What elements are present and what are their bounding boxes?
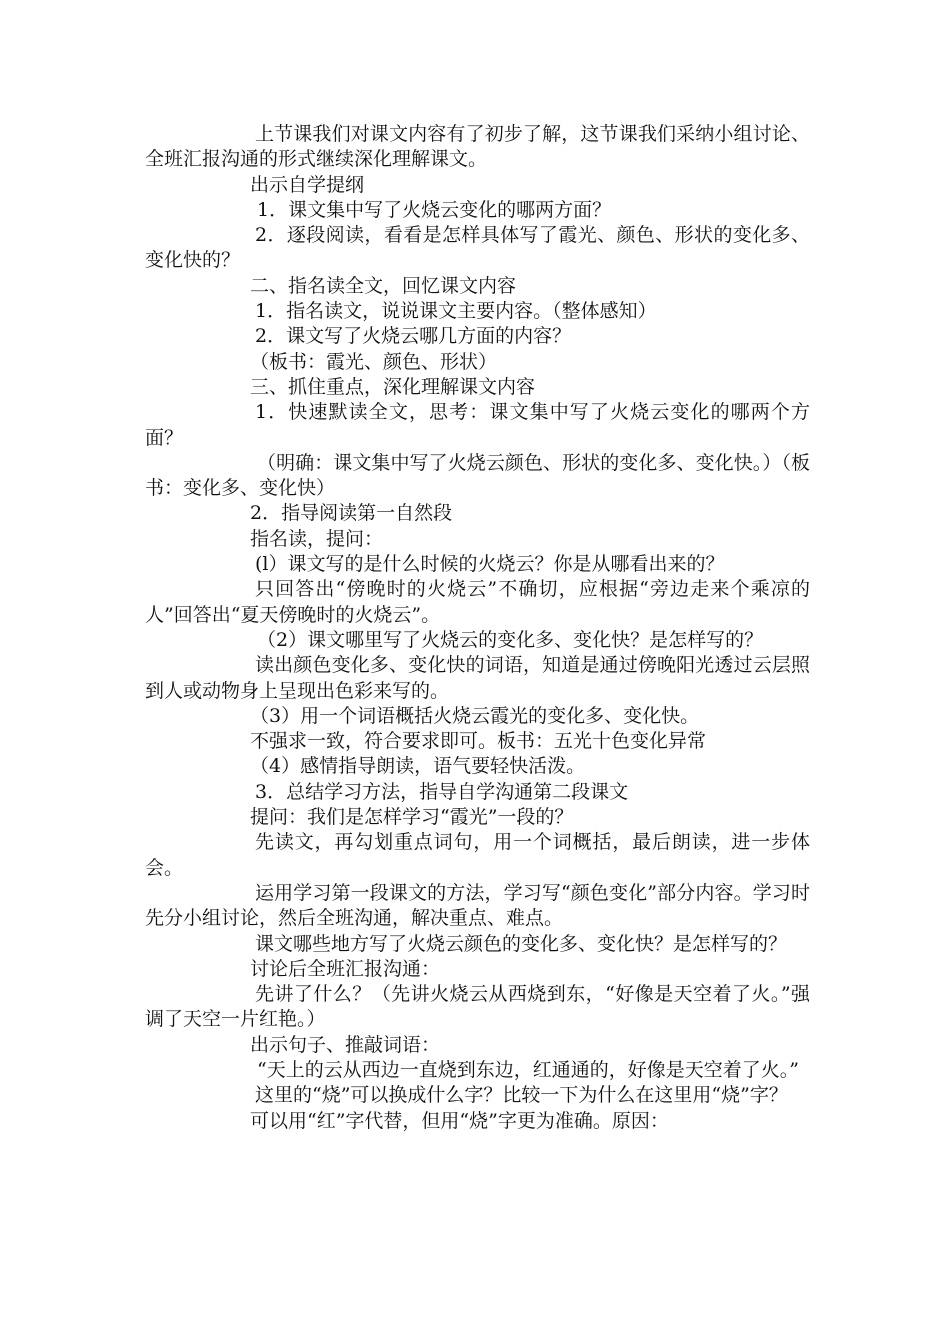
paragraph: 2．课文写了火烧云哪几方面的内容？ [255, 325, 572, 348]
paragraph: （明确：课文集中写了火烧云颜色、形状的变化多、变化快。）（板书：变化多、变化快） [145, 451, 810, 500]
paragraph: 出示自学提纲 [250, 173, 365, 196]
paragraph: 指名读，提问： [250, 527, 384, 550]
paragraph: （3）用一个词语概括火烧云霞光的变化多、变化快。 [250, 704, 700, 727]
paragraph: 二、指名读全文，回忆课文内容 [250, 274, 517, 297]
paragraph: 讨论后全班汇报沟通： [250, 957, 441, 980]
paragraph: 先讲了什么？（先讲火烧云从西烧到东，“好像是天空着了火。”强调了天空一片红艳。） [145, 983, 810, 1031]
paragraph: (l）课文写的是什么时候的火烧云？你是从哪看出来的？ [255, 553, 725, 576]
paragraph: “天上的云从西边一直烧到东边，红通通的，好像是天空着了火。” [257, 1058, 799, 1081]
paragraph: 这里的“烧”可以换成什么字？比较一下为什么在这里用“烧”字？ [255, 1084, 788, 1107]
paragraph: 2．逐段阅读，看看是怎样具体写了霞光、颜色、形状的变化多、变化快的？ [145, 224, 810, 272]
paragraph: 只回答出“傍晚时的火烧云”不确切，应根据“旁边走来个乘凉的人”回答出“夏天傍晚时的火烧云”。 [145, 578, 810, 626]
paragraph: 提问：我们是怎样学习“霞光”一段的？ [250, 806, 574, 829]
paragraph: 1．指名读文，说说课文主要内容。（整体感知） [255, 300, 657, 323]
paragraph: （2）课文哪里写了火烧云的变化多、变化快？是怎样写的？ [257, 628, 764, 651]
paragraph: 不强求一致，符合要求即可。板书：五光十色变化异常 [250, 730, 707, 753]
paragraph: 可以用“红”字代替，但用“烧”字更为准确。原因： [250, 1109, 669, 1132]
paragraph: 出示句子、推敲词语： [250, 1033, 441, 1056]
paragraph: 先读文，再勾划重点词句，用一个词概括，最后朗读，进一步体会。 [145, 831, 810, 879]
document-body [145, 122, 810, 1134]
paragraph: 上节课我们对课文内容有了初步了解，这节课我们采纳小组讨论、全班汇报沟通的形式继续深化理解课文。 [145, 123, 810, 171]
paragraph: 三、抓住重点，深化理解课文内容 [250, 375, 536, 398]
paragraph: （板书：霞光、颜色、形状） [250, 350, 498, 373]
paragraph: 3．总结学习方法，指导自学沟通第二段课文 [255, 780, 629, 803]
paragraph: 课文哪些地方写了火烧云颜色的变化多、变化快？是怎样写的？ [255, 932, 788, 955]
paragraph: 1．课文集中写了火烧云变化的哪两方面？ [257, 198, 612, 221]
paragraph: 读出颜色变化多、变化快的词语，知道是通过傍晚阳光透过云层照到人或动物身上呈现出色彩来写的。 [145, 654, 810, 702]
paragraph: （4）感情指导朗读，语气要轻快活泼。 [250, 755, 586, 778]
paragraph: 1．快速默读全文，思考：课文集中写了火烧云变化的哪两个方面？ [145, 401, 810, 449]
paragraph: 运用学习第一段课文的方法，学习写“颜色变化”部分内容。学习时先分小组讨论，然后全班沟通，解决重点、难点。 [145, 881, 810, 930]
paragraph: 2．指导阅读第一自然段 [250, 502, 453, 525]
